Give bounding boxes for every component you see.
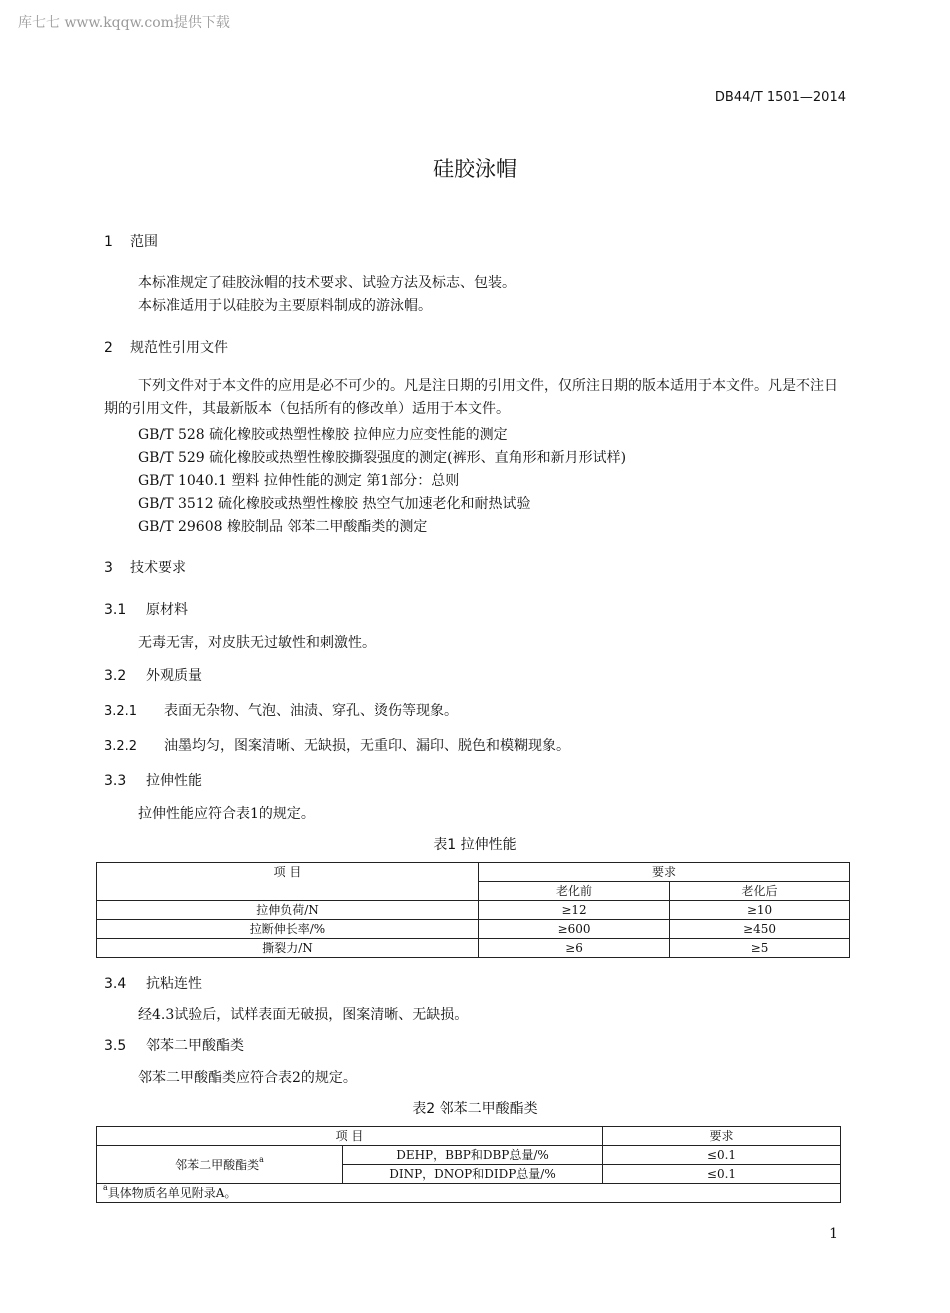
cell-after: ≥5	[670, 939, 850, 958]
header-before-aging: 老化前	[479, 882, 670, 901]
footnote-text: 具体物质名单见附录A。	[107, 1186, 237, 1200]
section-title: 技术要求	[130, 560, 186, 576]
clause-3-2-2	[104, 735, 570, 755]
subsection-title: 原材料	[146, 602, 188, 618]
table-1-tensile	[96, 862, 850, 958]
page-number: 1	[829, 1226, 838, 1242]
references-intro: 下列文件对于本文件的应用是必不可少的。凡是注日期的引用文件，仅所注日期的版本适用于本文件。凡是不注日期的引用文件，其最新版本（包括所有的修改单）适用于本文件。	[104, 378, 838, 417]
subsection-number: 3.4	[104, 976, 127, 992]
subsection-title: 拉伸性能	[146, 773, 202, 789]
table-2-phthalates	[96, 1126, 841, 1203]
cell-group	[97, 1146, 343, 1184]
header-after-aging: 老化后	[670, 882, 850, 901]
subsection-number: 3.5	[104, 1038, 127, 1054]
paragraph: 本标准规定了硅胶泳帽的技术要求、试验方法及标志、包装。	[138, 275, 516, 291]
cell-item: 撕裂力/N	[97, 939, 479, 958]
cell-item: 拉断伸长率/%	[97, 920, 479, 939]
paragraph: 无毒无害，对皮肤无过敏性和刺激性。	[138, 635, 376, 651]
watermark-text: 库七七 www.kqqw.com提供下载	[18, 15, 230, 31]
subsection-title: 外观质量	[146, 668, 202, 684]
subsection-number: 3.1	[104, 602, 127, 618]
subsection-3-5-heading	[104, 1035, 244, 1055]
cell-requirement: ≤0.1	[603, 1165, 841, 1184]
cell-item: DINP，DNOP和DIDP总量/%	[343, 1165, 603, 1184]
reference-item: GB/T 1040.1 塑料 拉伸性能的测定 第1部分：总则	[138, 473, 460, 489]
section-title: 范围	[130, 234, 158, 250]
cell-after: ≥450	[670, 920, 850, 939]
paragraph: 拉伸性能应符合表1的规定。	[138, 806, 315, 822]
reference-item: GB/T 529 硫化橡胶或热塑性橡胶撕裂强度的测定(裤形、直角形和新月形试样)	[138, 450, 627, 466]
section-number: 2	[104, 340, 113, 356]
reference-item: GB/T 29608 橡胶制品 邻苯二甲酸酯类的测定	[138, 519, 428, 535]
section-title: 规范性引用文件	[130, 340, 228, 356]
clause-number: 3.2.1	[104, 704, 138, 719]
subsection-3-3-heading	[104, 770, 202, 790]
subsection-number: 3.3	[104, 773, 127, 789]
table-1-caption: 表1 拉伸性能	[433, 837, 517, 853]
table-2-caption: 表2 邻苯二甲酸酯类	[412, 1101, 538, 1117]
clause-number: 3.2.2	[104, 739, 138, 754]
cell-requirement: ≤0.1	[603, 1146, 841, 1165]
section-number: 3	[104, 560, 113, 576]
table-row	[97, 901, 850, 920]
subsection-title: 邻苯二甲酸酯类	[146, 1038, 244, 1054]
paragraph: 经4.3试验后，试样表面无破损，图案清晰、无缺损。	[138, 1007, 469, 1023]
header-requirement: 要求	[479, 863, 850, 882]
section-3-heading	[104, 557, 186, 577]
section-2-heading	[104, 337, 228, 357]
reference-item: GB/T 3512 硫化橡胶或热塑性橡胶 热空气加速老化和耐热试验	[138, 496, 531, 512]
table-row	[97, 1146, 841, 1165]
paragraph: 邻苯二甲酸酯类应符合表2的规定。	[138, 1070, 357, 1086]
section-1-heading	[104, 231, 158, 251]
clause-3-2-1	[104, 700, 458, 720]
subsection-3-1-heading	[104, 599, 188, 619]
cell-after: ≥10	[670, 901, 850, 920]
group-label: 邻苯二甲酸酯类	[175, 1157, 260, 1172]
subsection-3-4-heading	[104, 973, 202, 993]
header-requirement: 要求	[603, 1127, 841, 1146]
subsection-title: 抗粘连性	[146, 976, 202, 992]
table-row	[97, 939, 850, 958]
header-item: 项 目	[97, 1127, 603, 1146]
table-footnote	[97, 1184, 841, 1203]
cell-before: ≥6	[479, 939, 670, 958]
section-number: 1	[104, 234, 113, 250]
subsection-3-2-heading	[104, 665, 202, 685]
document-title: 硅胶泳帽	[433, 157, 517, 181]
cell-before: ≥12	[479, 901, 670, 920]
standard-code: DB44/T 1501—2014	[714, 90, 846, 105]
header-item: 项 目	[97, 863, 479, 901]
cell-before: ≥600	[479, 920, 670, 939]
subsection-number: 3.2	[104, 668, 127, 684]
paragraph: 本标准适用于以硅胶为主要原料制成的游泳帽。	[138, 298, 432, 314]
table-row	[97, 920, 850, 939]
footnote-marker: a	[259, 1154, 264, 1164]
reference-item: GB/T 528 硫化橡胶或热塑性橡胶 拉伸应力应变性能的测定	[138, 427, 508, 443]
clause-text: 表面无杂物、气泡、油渍、穿孔、烫伤等现象。	[164, 703, 458, 719]
cell-item: DEHP，BBP和DBP总量/%	[343, 1146, 603, 1165]
cell-item: 拉伸负荷/N	[97, 901, 479, 920]
footnote-marker: a	[103, 1183, 108, 1192]
clause-text: 油墨均匀，图案清晰、无缺损，无重印、漏印、脱色和模糊现象。	[164, 738, 570, 754]
